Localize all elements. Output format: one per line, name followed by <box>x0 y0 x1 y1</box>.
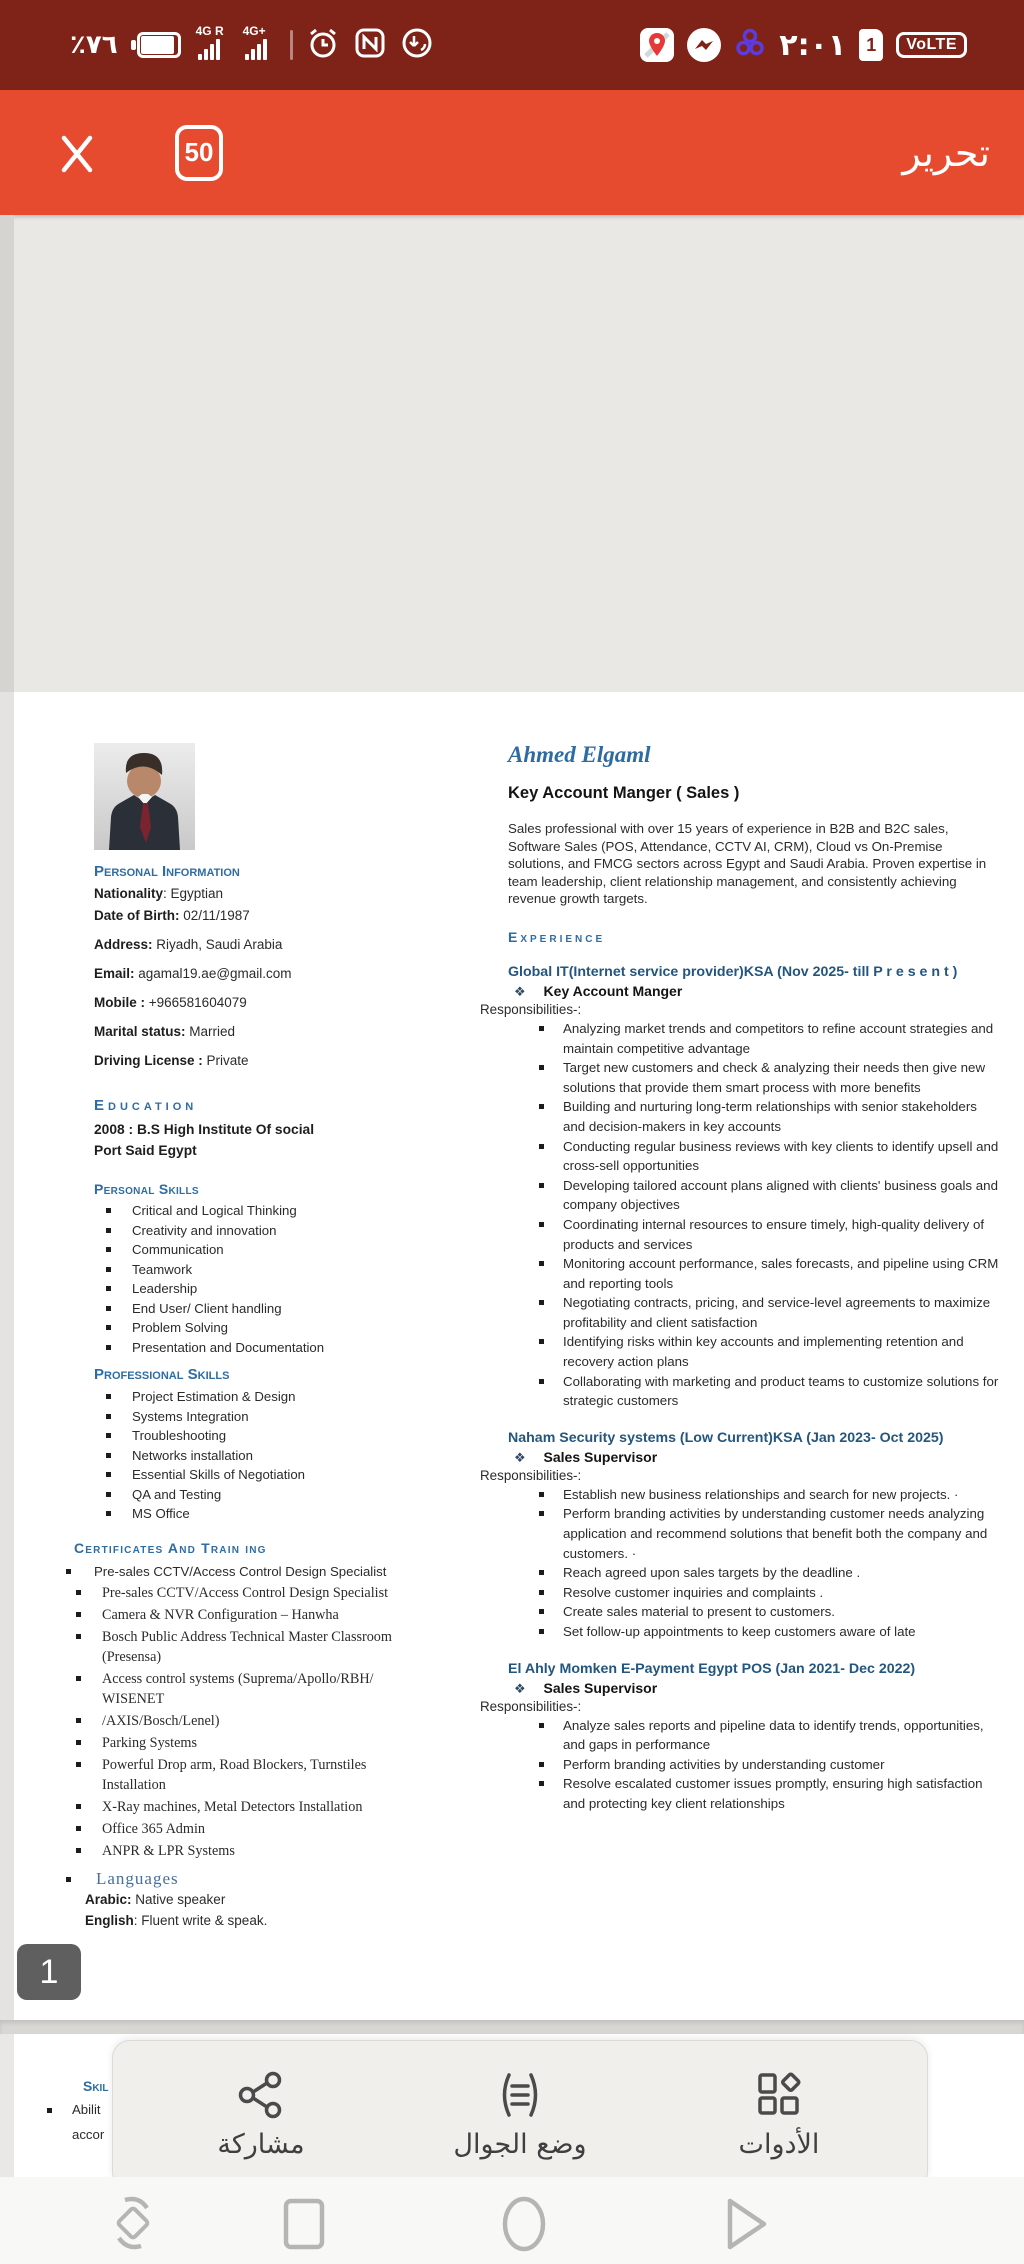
job-role-title: Key Account Manger <box>543 982 683 999</box>
clock-time: ٢:٠١ <box>779 27 847 63</box>
responsibility-item: Collaborating with marketing and product teams to customize solutions for strategic customers <box>537 1372 1000 1411</box>
job-role-title: Sales Supervisor <box>543 1679 658 1696</box>
experience-heading: Experience <box>508 928 606 945</box>
info-row <box>94 884 404 904</box>
battery-icon <box>131 32 183 58</box>
share-label: مشاركة <box>217 2128 305 2160</box>
close-icon[interactable] <box>55 131 99 175</box>
info-row <box>94 1022 404 1042</box>
personal-skills-heading: Personal Skills <box>94 1181 199 1197</box>
responsibility-item: Monitoring account performance, sales forecasts, and pipeline using CRM and reporting tools <box>537 1254 1000 1293</box>
page2-text-line: Abilit <box>72 2102 101 2117</box>
certificate-item: X-Ray machines, Metal Detectors Installation <box>50 1797 404 1817</box>
info-label: Driving License : <box>94 1053 203 1068</box>
viewer-left-edge <box>0 215 14 692</box>
skill-item: Teamwork <box>94 1260 404 1280</box>
job-role-title: Sales Supervisor <box>543 1448 658 1465</box>
status-divider <box>290 30 293 60</box>
network-type-label-2: 4G+ <box>242 24 266 38</box>
education-lines <box>94 1119 404 1161</box>
status-bar <box>0 0 1024 90</box>
professional-skills-list <box>94 1387 404 1524</box>
diamond-bullet-icon: ❖ <box>514 983 526 999</box>
responsibility-item: Perform branding activities by understanding customer <box>537 1755 1000 1775</box>
page-left-edge <box>0 692 14 2020</box>
diamond-bullet-icon: ❖ <box>514 1680 526 1696</box>
info-value: Married <box>185 1024 236 1039</box>
responsibility-item: Coordinating internal resources to ensure timely, high-quality delivery of products and services <box>537 1215 1000 1254</box>
certificate-item: Bosch Public Address Technical Master Classroom (Presensa) <box>50 1627 404 1667</box>
info-label: Marital status: <box>94 1024 186 1039</box>
certificates-section <box>50 1540 404 1862</box>
personal-information-heading: Personal Information <box>94 863 240 880</box>
responsibility-item: Negotiating contracts, pricing, and service-level agreements to maximize profitability and client satisfaction <box>537 1293 1000 1332</box>
job-entry-2 <box>480 1430 1000 1642</box>
responsibility-item: Reach agreed upon sales targets by the deadline . <box>537 1563 1000 1583</box>
skill-item: Creativity and innovation <box>94 1221 404 1241</box>
skill-item: Systems Integration <box>94 1407 404 1427</box>
responsibility-item: Building and nurturing long-term relationships with senior stakeholders and decision-makers in key accounts <box>537 1097 1000 1136</box>
page-separator <box>0 2020 1024 2034</box>
info-row <box>94 964 404 984</box>
status-right-group <box>640 27 967 64</box>
candidate-name: Ahmed Elgaml <box>508 742 651 767</box>
responsibility-item: Analyzing market trends and competitors to refine account strategies and maintain competitive advantage <box>537 1019 1000 1058</box>
info-value: : Egyptian <box>163 886 224 901</box>
mobile-view-button[interactable] <box>420 2071 620 2160</box>
signal-4gplus-icon <box>242 24 277 62</box>
info-row <box>94 1051 404 1071</box>
resume-left-column <box>74 743 404 1931</box>
info-label: Address: <box>94 937 153 952</box>
share-button[interactable] <box>161 2071 361 2160</box>
responsibility-item: Set follow-up appointments to keep customers aware of late <box>537 1622 1000 1642</box>
languages-rows <box>85 1889 404 1931</box>
responsibility-item: Perform branding activities by understanding customer needs analyzing application and recommend solutions that benefit both the company and customers. · <box>537 1504 1000 1563</box>
page-number-badge: 1 <box>17 1944 81 2000</box>
page2-text-line: accor <box>72 2127 105 2142</box>
job-bullets <box>537 1485 1000 1642</box>
responsibilities-label: Responsibilities-: <box>480 1467 582 1483</box>
signal-4g-icon <box>195 24 230 62</box>
info-label: Email: <box>94 966 135 981</box>
job-company: El Ahly Momken E-Payment Egypt POS (Jan 2021- Dec 2022) <box>508 1660 916 1677</box>
certificate-item: Pre-sales CCTV/Access Control Design Specialist <box>50 1583 404 1603</box>
page-count-button[interactable]: 50 <box>175 125 223 181</box>
info-value: Riyadh, Saudi Arabia <box>152 937 283 952</box>
certificate-item: Access control systems (Suprema/Apollo/RBH/ WISENET <box>50 1669 404 1709</box>
certificate-item: Office 365 Admin <box>50 1819 404 1839</box>
skill-item: Troubleshooting <box>94 1426 404 1446</box>
page2-skills-heading: Skil <box>83 2078 109 2094</box>
responsibility-item: Conducting regular business reviews with key clients to identify upsell and cross-sell opportunities <box>537 1137 1000 1176</box>
skill-item: End User/ Client handling <box>94 1299 404 1319</box>
job-role <box>514 1449 1000 1466</box>
language-value: : Fluent write & speak. <box>133 1913 268 1928</box>
responsibility-item: Identifying risks within key accounts and implementing retention and recovery action plans <box>537 1332 1000 1371</box>
job-role <box>514 1680 1000 1697</box>
education-line: Port Said Egypt <box>94 1143 197 1158</box>
profile-photo <box>94 743 195 850</box>
tools-icon <box>755 2071 803 2119</box>
info-label: Date of Birth: <box>94 908 180 923</box>
mobile-view-label: وضع الجوال <box>453 2128 587 2160</box>
navigation-bar <box>0 2177 1024 2264</box>
tools-button[interactable] <box>679 2071 879 2160</box>
skill-item: Critical and Logical Thinking <box>94 1201 404 1221</box>
info-row <box>94 935 404 955</box>
responsibility-item: Resolve escalated customer issues promptly, ensuring high satisfaction and protecting key client relationships <box>537 1774 1000 1813</box>
home-icon[interactable] <box>500 2195 548 2253</box>
info-value: +966581604079 <box>145 995 247 1010</box>
certificates-heading: Certificates And Train ing <box>74 1539 267 1556</box>
responsibility-item: Create sales material to present to customers. <box>537 1602 1000 1622</box>
page2-bullet <box>47 2108 52 2113</box>
certificate-item: /AXIS/Bosch/Lenel) <box>50 1711 404 1731</box>
skill-item: Project Estimation & Design <box>94 1387 404 1407</box>
skill-item: QA and Testing <box>94 1485 404 1505</box>
responsibilities-label: Responsibilities-: <box>480 1698 582 1714</box>
skill-item: Communication <box>94 1240 404 1260</box>
responsibility-item: Analyze sales reports and pipeline data to identify trends, opportunities, and gaps in performance <box>537 1716 1000 1755</box>
certificate-item: ANPR & LPR Systems <box>50 1841 404 1861</box>
back-icon[interactable] <box>726 2197 770 2251</box>
personal-info-rows <box>94 884 404 1071</box>
app-notification-icon <box>734 27 766 64</box>
responsibility-item: Establish new business relationships and search for new projects. · <box>537 1485 1000 1505</box>
rotate-screen-icon[interactable] <box>103 2193 163 2253</box>
responsibilities-label: Responsibilities-: <box>480 1001 582 1017</box>
bottom-toolbar <box>112 2040 928 2190</box>
job-company: Global IT(Internet service provider)KSA (Nov 2025- till P r e s e n t ) <box>508 963 958 980</box>
certificate-item: Camera & NVR Configuration – Hanwha <box>50 1605 404 1625</box>
resume-right-column <box>480 742 1000 1814</box>
alarm-icon <box>306 26 340 65</box>
skill-item: Networks installation <box>94 1446 404 1466</box>
volte-badge: VoLTE <box>896 32 967 58</box>
diamond-bullet-icon: ❖ <box>514 1449 526 1465</box>
language-row <box>85 1889 404 1910</box>
candidate-title: Key Account Manger ( Sales ) <box>508 784 740 802</box>
language-label: English <box>85 1913 134 1928</box>
mobile-view-icon <box>496 2071 544 2119</box>
language-row <box>85 1910 404 1931</box>
recent-apps-icon[interactable] <box>283 2198 325 2250</box>
info-label: Mobile : <box>94 995 145 1010</box>
responsibility-item: Resolve customer inquiries and complaints . <box>537 1583 1000 1603</box>
personal-skills-list <box>94 1201 404 1357</box>
nfc-icon <box>353 26 387 65</box>
education-heading: Education <box>94 1097 198 1114</box>
responsibility-item: Target new customers and check & analyzing their needs then give new solutions that provide them smart process with more benefits <box>537 1058 1000 1097</box>
app-header <box>0 90 1024 215</box>
battery-percent: ٪٧٦ <box>70 30 118 60</box>
info-value: 02/11/1987 <box>179 908 250 923</box>
skill-item: Problem Solving <box>94 1318 404 1338</box>
job-company: Naham Security systems (Low Current)KSA (Jan 2023- Oct 2025) <box>508 1429 944 1446</box>
skill-item: Leadership <box>94 1279 404 1299</box>
network-type-label: 4G R <box>195 24 224 38</box>
skill-item: MS Office <box>94 1504 404 1524</box>
education-line: 2008 : B.S High Institute Of social <box>94 1122 315 1137</box>
info-label: Nationality <box>94 886 164 901</box>
info-row <box>94 906 404 926</box>
maps-notification-icon <box>640 28 674 62</box>
tools-label: الأدوات <box>738 2128 820 2160</box>
messenger-notification-icon <box>687 28 721 62</box>
skill-item: Presentation and Documentation <box>94 1338 404 1358</box>
edit-mode-title[interactable]: تحرير <box>902 130 990 175</box>
certificate-item: Parking Systems <box>50 1733 404 1753</box>
summary-paragraph: Sales professional with over 15 years of experience in B2B and B2C sales, Software Sales (POS, Attendance, CCTV AI, CRM), Cloud vs On-Premise solutions, and FMCG sectors across Egypt and Saudi Arabia. Proven expertise in team leadership, client relationship management, and consistently achieving revenue growth targets. <box>508 821 987 907</box>
language-value: Native speaker <box>131 1892 226 1907</box>
sim-card-icon: 1 <box>859 29 883 61</box>
responsibility-item: Developing tailored account plans aligned with clients' business goals and company objectives <box>537 1176 1000 1215</box>
job-bullets <box>537 1716 1000 1814</box>
certificates-list <box>50 1562 404 1862</box>
info-value: Private <box>202 1053 249 1068</box>
job-entry-3 <box>480 1661 1000 1814</box>
share-icon <box>237 2071 285 2119</box>
job-role <box>514 983 1000 1000</box>
data-saver-icon <box>400 26 434 65</box>
professional-skills-heading: Professional Skills <box>94 1366 230 1383</box>
info-value: agamal19.ae@gmail.com <box>134 966 292 981</box>
language-label: Arabic: <box>85 1892 132 1907</box>
certificate-item: Pre-sales CCTV/Access Control Design Specialist <box>50 1562 404 1582</box>
job-entry-1 <box>480 964 1000 1411</box>
job-bullets <box>537 1019 1000 1411</box>
certificate-item: Powerful Drop arm, Road Blockers, Turnstiles Installation <box>50 1755 404 1795</box>
skill-item: Essential Skills of Negotiation <box>94 1465 404 1485</box>
languages-heading: Languages <box>54 1869 404 1889</box>
status-left-group <box>70 26 434 65</box>
info-row <box>94 993 404 1013</box>
